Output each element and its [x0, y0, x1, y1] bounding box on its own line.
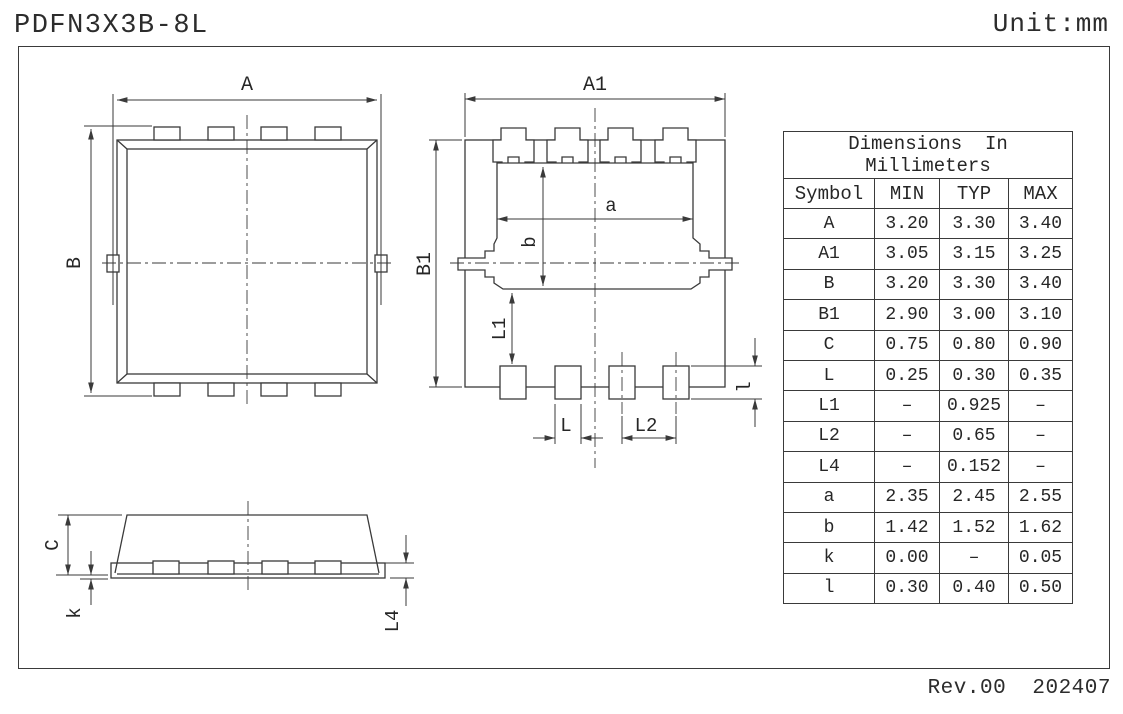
- symbol-cell: l: [784, 573, 875, 603]
- dim-label-l: l: [734, 381, 756, 393]
- table-row-L2: [784, 421, 1073, 451]
- symbol-cell: L: [784, 360, 875, 390]
- max-cell: 3.40: [1009, 209, 1073, 239]
- max-cell: 3.25: [1009, 239, 1073, 269]
- symbol-cell: A: [784, 209, 875, 239]
- typ-cell: 0.65: [940, 421, 1009, 451]
- typ-cell: 3.30: [940, 209, 1009, 239]
- max-cell: 3.10: [1009, 300, 1073, 330]
- min-cell: 3.20: [875, 269, 940, 299]
- revision-label: Rev.00 202407: [927, 677, 1111, 700]
- symbol-cell: C: [784, 330, 875, 360]
- dim-label-L2: L2: [634, 415, 658, 437]
- symbol-cell: L2: [784, 421, 875, 451]
- max-cell: 0.35: [1009, 360, 1073, 390]
- max-cell: 0.50: [1009, 573, 1073, 603]
- table-row-b: [784, 512, 1073, 542]
- table-row-L1: [784, 391, 1073, 421]
- table-row-L4: [784, 452, 1073, 482]
- typ-cell: 3.15: [940, 239, 1009, 269]
- header-symbol: Symbol: [784, 179, 875, 209]
- dim-L1: [489, 293, 512, 364]
- typ-cell: 1.52: [940, 512, 1009, 542]
- header-min: MIN: [875, 179, 940, 209]
- max-cell: 0.90: [1009, 330, 1073, 360]
- min-cell: 0.00: [875, 543, 940, 573]
- dim-label-B: B: [64, 256, 87, 270]
- symbol-cell: B: [784, 269, 875, 299]
- dim-k: [64, 551, 108, 619]
- symbol-cell: B1: [784, 300, 875, 330]
- table-header-row: [784, 179, 1073, 209]
- symbol-cell: b: [784, 512, 875, 542]
- table-title-row: [784, 132, 1073, 179]
- min-cell: –: [875, 391, 940, 421]
- min-cell: –: [875, 452, 940, 482]
- header-typ: TYP: [940, 179, 1009, 209]
- dimensions-table: [783, 131, 1073, 604]
- min-cell: 3.05: [875, 239, 940, 269]
- symbol-cell: a: [784, 482, 875, 512]
- side-view: [42, 501, 414, 632]
- top-view-centerlines: [102, 115, 392, 407]
- symbol-cell: k: [784, 543, 875, 573]
- table-row-k: [784, 543, 1073, 573]
- table-row-B1: [784, 300, 1073, 330]
- table-row-l: [784, 573, 1073, 603]
- typ-cell: 2.45: [940, 482, 1009, 512]
- dim-l: [691, 338, 762, 427]
- max-cell: –: [1009, 452, 1073, 482]
- dim-B1: [414, 140, 462, 387]
- typ-cell: 3.30: [940, 269, 1009, 299]
- dim-label-k: k: [64, 607, 86, 619]
- bottom-view: [414, 74, 762, 468]
- top-view: [64, 74, 392, 407]
- min-cell: –: [875, 421, 940, 451]
- min-cell: 0.75: [875, 330, 940, 360]
- typ-cell: 0.80: [940, 330, 1009, 360]
- max-cell: –: [1009, 421, 1073, 451]
- symbol-cell: L1: [784, 391, 875, 421]
- header-max: MAX: [1009, 179, 1073, 209]
- symbol-cell: A1: [784, 239, 875, 269]
- max-cell: 1.62: [1009, 512, 1073, 542]
- dim-label-a: a: [605, 195, 617, 217]
- max-cell: –: [1009, 391, 1073, 421]
- dim-L2: [622, 415, 676, 444]
- max-cell: 3.40: [1009, 269, 1073, 299]
- max-cell: 2.55: [1009, 482, 1073, 512]
- dim-label-b: b: [519, 236, 541, 248]
- min-cell: 0.25: [875, 360, 940, 390]
- min-cell: 2.90: [875, 300, 940, 330]
- min-cell: 1.42: [875, 512, 940, 542]
- min-cell: 2.35: [875, 482, 940, 512]
- typ-cell: 0.30: [940, 360, 1009, 390]
- dim-label-A1: A1: [582, 74, 608, 97]
- typ-cell: 0.925: [940, 391, 1009, 421]
- typ-cell: 3.00: [940, 300, 1009, 330]
- dim-L4: [346, 535, 414, 632]
- table-row-A: [784, 209, 1073, 239]
- dim-label-L: L: [560, 415, 572, 437]
- package-title: PDFN3X3B-8L: [14, 11, 209, 41]
- dim-label-L4: L4: [382, 609, 404, 633]
- typ-cell: 0.40: [940, 573, 1009, 603]
- table-title-line1: Dimensions In: [848, 133, 1008, 155]
- unit-label: Unit:mm: [992, 9, 1109, 39]
- typ-cell: 0.152: [940, 452, 1009, 482]
- max-cell: 0.05: [1009, 543, 1073, 573]
- min-cell: 0.30: [875, 573, 940, 603]
- table-row-A1: [784, 239, 1073, 269]
- table-row-C: [784, 330, 1073, 360]
- table-row-B: [784, 269, 1073, 299]
- dim-L: [533, 404, 603, 444]
- dim-label-B1: B1: [414, 251, 437, 277]
- symbol-cell: L4: [784, 452, 875, 482]
- table-row-a: [784, 482, 1073, 512]
- bottom-view-edge-leads: [493, 128, 696, 168]
- table-title-cell: [784, 132, 1073, 179]
- bottom-view-terminal-pads: [500, 366, 689, 399]
- dim-label-L1: L1: [489, 317, 511, 341]
- dim-C: [42, 515, 122, 575]
- table-title-line2: Millimeters: [865, 155, 991, 177]
- min-cell: 3.20: [875, 209, 940, 239]
- dim-label-A: A: [240, 74, 254, 97]
- dim-label-C: C: [42, 539, 64, 551]
- typ-cell: –: [940, 543, 1009, 573]
- table-row-L: [784, 360, 1073, 390]
